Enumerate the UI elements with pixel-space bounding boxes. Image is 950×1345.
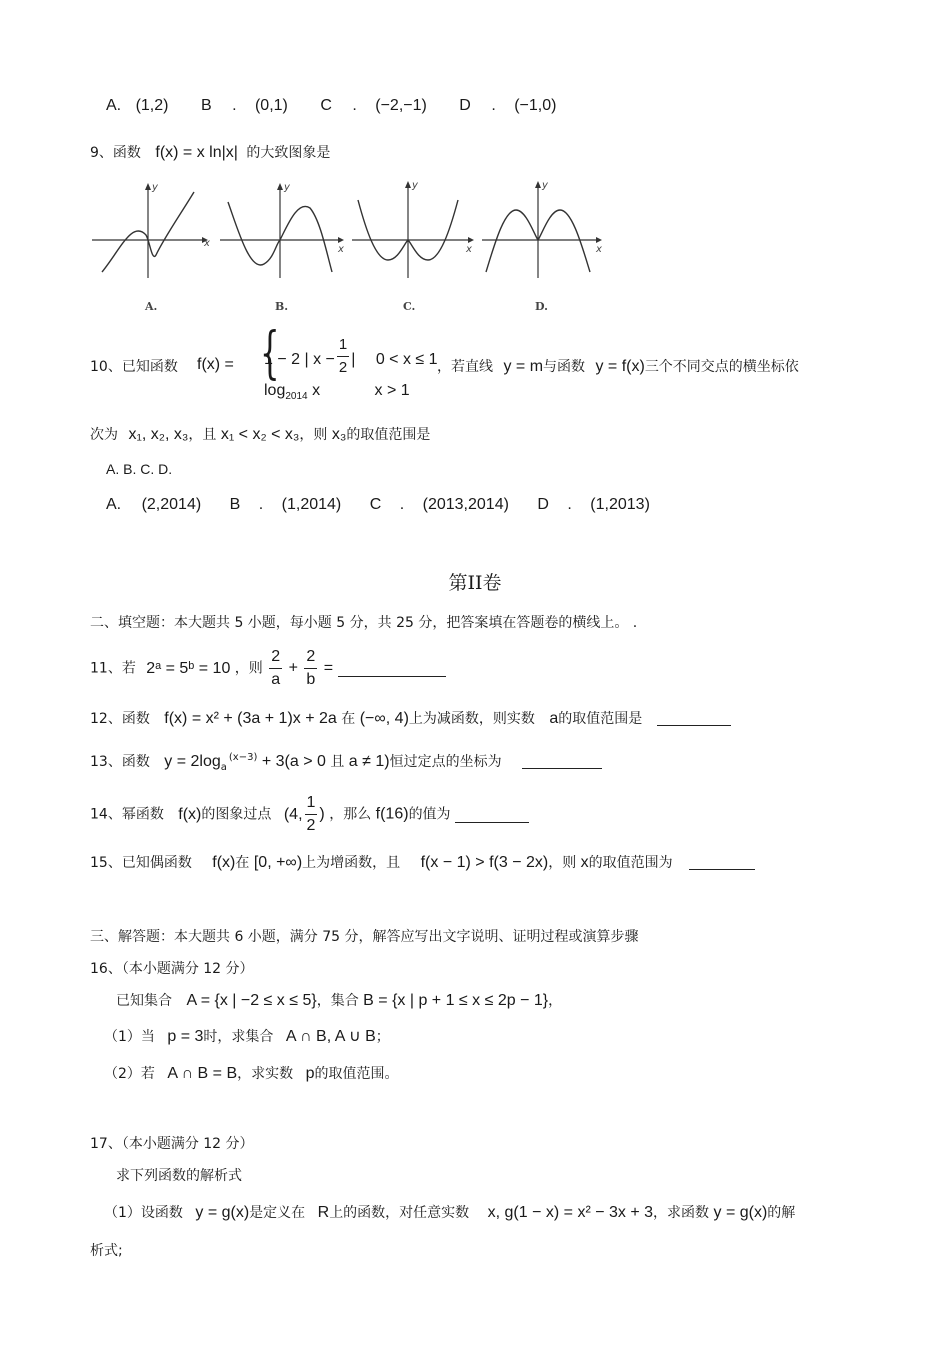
q12-formula: f(x) = x² + (3a + 1)x + 2a [164,710,337,727]
q17-p1-r: R [317,1204,330,1221]
q16-given-b: ，集合 [316,993,359,1009]
q17-p1-eq: x, g(1 − x) = x² − 3x + 3 [487,1204,654,1221]
q13-and: 且 [330,754,345,770]
q15-var: x [580,854,589,871]
q10-vars: x₁, x₂, x₃ [128,426,189,443]
q11-frac1-num: 2 [269,646,282,669]
q16-p2-label: （2）若 [104,1066,155,1082]
q15 [90,852,755,872]
q16-p2-mid: ，求实数 [237,1066,294,1082]
q8-option-b-label: B [200,97,212,114]
q13-formula-b: + 3(a > 0 [261,753,326,770]
q9-number: 9、函数 [90,145,141,161]
q12-interval: (−∞, 4) [359,710,409,727]
q10-option-d-label: D [537,496,549,513]
q12-number: 12、函数 [90,711,150,727]
q9-graph-c-label: C. [403,300,416,313]
q10-case1-tail: | [351,351,356,368]
q17-part1 [104,1202,795,1222]
q14-number: 14、幂函数 [90,806,164,823]
q15-ineq: f(x − 1) > f(3 − 2x) [420,854,549,871]
q17-p1-func2: y = g(x) [713,1204,768,1221]
q11-mid: ，则 [234,660,263,677]
q12-tail: 上为减函数，则实数 [408,711,535,727]
q10-func-eq: y = f(x) [595,358,645,375]
q10-option-b-label: B [229,496,241,513]
q15-mid: 在 [235,855,250,871]
q10-mid2: 与函数 [543,359,586,375]
q16-set-a: A = {x | −2 ≤ x ≤ 5} [186,992,317,1009]
section3-header: 三、解答题：本大题共 6 小题，满分 75 分，解答应写出文字说明、证明过程或演算步骤 [90,929,639,945]
q9-graph-a-label: A. [145,300,158,313]
q10-line2-b: ，且 [188,427,217,443]
q14-mid: 的图象过点 [201,806,272,823]
q16-title: 16、（本小题满分 12 分） [90,961,254,977]
q9-graph-d-label: D. [535,300,548,313]
q8-option-a-label: A. [106,97,122,114]
q13-sub: a [220,761,227,773]
q10-case2 [264,382,410,402]
q10-line2-d: 的取值范围是 [346,427,431,443]
q10-number: 10、已知函数 [90,359,178,375]
q16-part2 [104,1063,399,1083]
q14-mid2: ，那么 [329,806,372,823]
q10-brace: { [260,321,280,386]
q8-option-b-value: (0,1) [254,97,288,114]
q10-option-a-label: A. [106,496,122,513]
q17-intro: 求下列函数的解析式 [116,1168,242,1184]
q9-graph-d-y: y [542,180,548,191]
q9-suffix: 的大致图象是 [246,145,331,161]
q13 [90,751,602,773]
q10-mid: ，若直线 [437,359,493,375]
q13-tail: 恒过定点的坐标为 [389,754,502,770]
q9-graph-b-label: B. [275,300,289,313]
q15-number: 15、已知偶函数 [90,855,192,871]
q15-formula: f(x) [212,854,236,871]
q14-expr: f(16) [375,805,409,823]
q11 [90,646,446,691]
q10-line2-c: ，则 [299,427,328,443]
q10-case2-expr: log [264,382,286,399]
q10-stem-rest [437,356,799,376]
q10-case1-cond: 0 < x ≤ 1 [375,351,438,368]
q10-option-d-value: (1,2013) [590,496,650,513]
q17-p1-line2: 析式; [90,1243,123,1259]
q9-graph-d [480,180,610,280]
q9-graph-a [90,180,210,280]
q14-answer-blank[interactable] [455,806,529,823]
q17-p1-mid3: ，求函数 [653,1205,710,1221]
q13-formula-a: y = 2log [164,753,221,770]
q11-expr: 2ᵃ = 5ᵇ = 10 [146,659,231,677]
q10-case1 [264,334,438,379]
q9-graph-d-x: x [596,244,602,255]
q10-lhs: f(x) = [197,356,234,373]
q10-option-a-value: (2,2014) [141,496,202,513]
q16-p1-sets: A ∩ B, A ∪ B [285,1028,376,1045]
q11-plus: + [288,659,298,677]
q15-tail3: 的取值范围为 [588,855,673,871]
q10-tail: 三个不同交点的横坐标依 [644,359,799,375]
q8-option-c-value: (−2,−1) [375,97,427,114]
q15-answer-blank[interactable] [689,853,755,870]
q9-graph-b-x: x [338,244,344,255]
q9-graph-c-x: x [466,244,472,255]
q10-option-c-label: C [369,496,382,513]
q11-frac2-num: 2 [304,646,317,669]
q9-graph-a-x: x [204,238,210,249]
q14-point-a: (4, [283,805,303,823]
q16-p2-var: p [305,1065,315,1082]
q13-sup: (x−3) [228,752,258,764]
q10-case1-expr: 1 − 2 | x − [264,351,335,368]
q10-line2-a: 次为 [90,427,118,443]
q9-graph-b [218,180,348,280]
q8-option-d-value: (−1,0) [514,97,557,114]
q17-p1-mid: 是定义在 [249,1205,306,1221]
q14 [90,792,529,837]
q10-case2-var: x [312,382,321,399]
q16-given-c: ， [548,993,563,1009]
q14-point-b: ) [319,805,325,823]
q12-answer-blank[interactable] [657,709,731,726]
q15-tail2: ，则 [548,855,577,871]
q16-p1-end: ； [375,1029,390,1045]
q9-graph-a-y: y [152,182,158,193]
q12-mid: 在 [341,711,356,727]
q16-given [116,990,562,1010]
q12-tail2: 的取值范围是 [558,711,643,727]
q10-case1-num: 1 [337,334,349,357]
q8-option-c-label: C [320,97,332,114]
q11-frac2-den: b [306,671,316,688]
q14-frac-den: 2 [306,817,316,834]
q9-graph-c [350,180,480,280]
q9-graph-b-y: y [284,182,290,193]
q11-answer-blank[interactable] [338,660,446,677]
q8-option-a-value: (1,2) [135,97,169,114]
q17-p1-mid2: 上的函数，对任意实数 [329,1205,470,1221]
q11-number: 11、若 [90,660,136,677]
q10-line2 [90,424,430,444]
q15-interval: [0, +∞) [253,854,303,871]
q10-option-c-value: (2013,2014) [422,496,509,513]
q10-option-b-value: (1,2014) [281,496,342,513]
q16-p1-cond: p = 3 [167,1028,204,1045]
q14-tail: 的值为 [408,806,451,823]
q13-number: 13、函数 [90,754,150,770]
q8-options: A. (1,2) B . (0,1) C . (−2,−1) D . (−1,0) [106,97,557,114]
q17-p1-end: 的解 [767,1205,796,1221]
q10-options: A. (2,2014) B . (1,2014) C . (2013,2014) D . (1,2013) [106,496,650,513]
q9-stem [90,142,330,162]
q9-graph-c-y: y [412,180,418,191]
q11-eq: = [323,659,334,677]
q10-target: x₃ [331,426,347,443]
q10-case2-cond: x > 1 [374,382,410,399]
part2-title: 第II卷 [448,572,502,594]
q17-title: 17、（本小题满分 12 分） [90,1136,254,1152]
q8-option-d-label: D [459,97,471,114]
q16-part1 [104,1026,390,1046]
q12 [90,708,731,728]
q13-answer-blank[interactable] [522,752,602,769]
q14-formula: f(x) [178,805,202,823]
q17-p1-label: （1）设函数 [104,1205,183,1221]
q13-formula-c: a ≠ 1) [348,753,390,770]
q9-formula: f(x) = x ln|x| [155,144,238,161]
q10-case1-den: 2 [338,359,348,376]
q16-p2-cond: A ∩ B = B [167,1065,238,1082]
q11-frac1-den: a [271,671,281,688]
q12-var: a [549,710,559,727]
q10-order: x₁ < x₂ < x₃ [220,426,300,443]
q16-p2-end: 的取值范围。 [314,1066,399,1082]
q16-p1-label: （1）当 [104,1029,155,1045]
q16-set-b: B = {x | p + 1 ≤ x ≤ 2p − 1} [363,992,549,1009]
q17-p1-func: y = g(x) [195,1204,250,1221]
q10-extra-options: A. B. C. D. [106,461,173,477]
q10-case2-sub: 2014 [285,391,308,403]
q14-frac-num: 1 [305,792,318,815]
q15-tail: 上为增函数，且 [302,855,401,871]
section2-header: 二、填空题：本大题共 5 小题，每小题 5 分，共 25 分，把答案填在答题卷的横线上。 . [90,615,638,631]
q16-given-a: 已知集合 [116,993,172,1009]
q10-line-eq: y = m [503,358,544,375]
q16-p1-mid: 时，求集合 [203,1029,274,1045]
